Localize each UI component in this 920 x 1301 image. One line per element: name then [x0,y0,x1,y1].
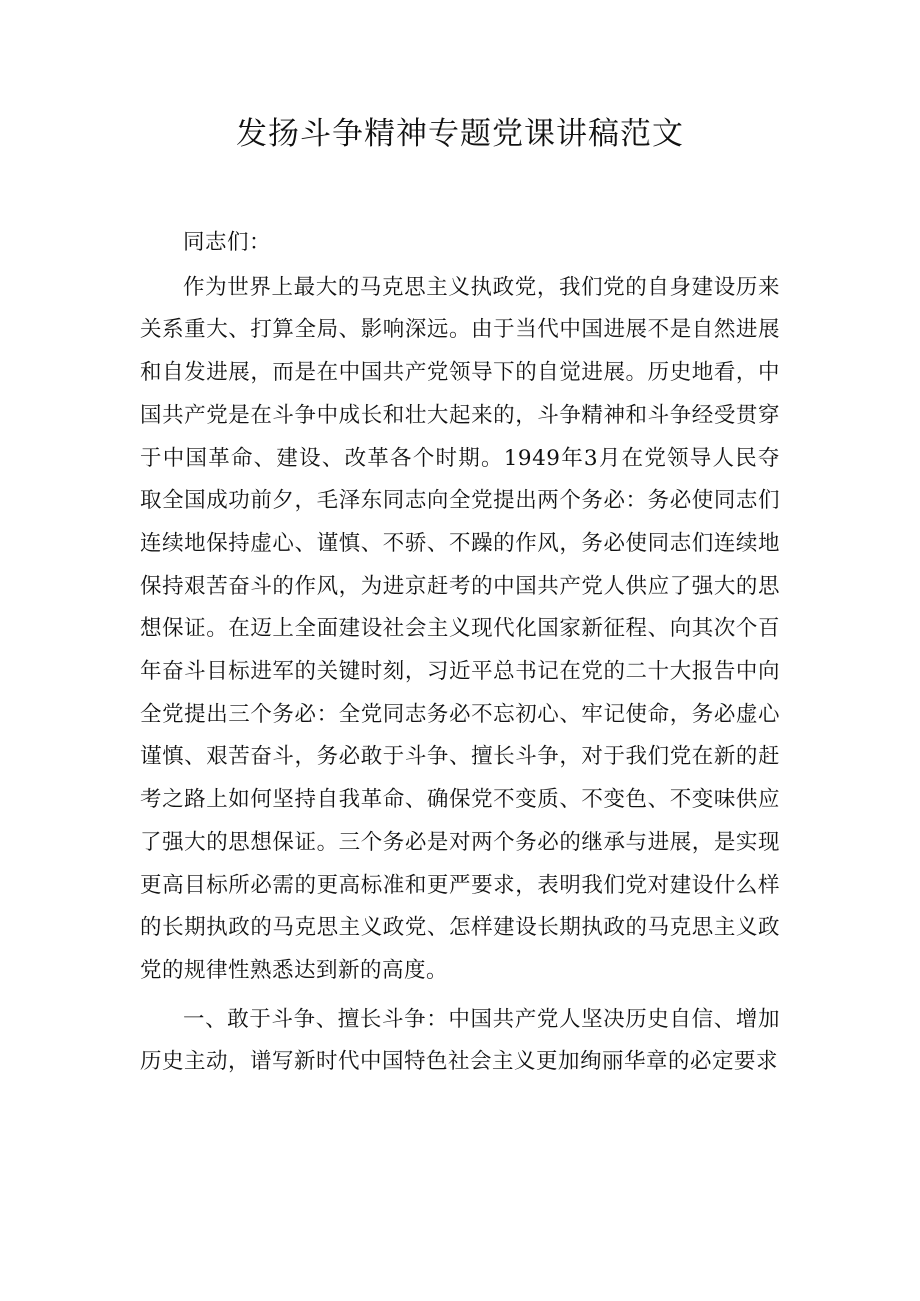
document-title: 发扬斗争精神专题党课讲稿范文 [236,116,684,152]
body-paragraph: 作为世界上最大的马克思主义执政党，我们党的自身建设历来关系重大、打算全局、影响深远。由于当代中国进展不是自然进展和自发进展，而是在中国共产党领导下的自觉进展。历史地看，中国共产党是在斗争中成长和壮大起来的，斗争精神和斗争经受贯穿于中国革命、建设、改革各个时期。1949年3月在党领导人民夺取全国成功前夕，毛泽东同志向全党提出两个务必：务必使同志们连续地保持虚心、谨慎、不骄、不躁的作风，务必使同志们连续地保持艰苦奋斗的作风，为进京赶考的中国共产党人供应了强大的思想保证。在迈上全面建设社会主义现代化国家新征程、向其次个百年奋斗目标进军的关键时刻，习近平总书记在党的二十大报告中向全党提出三个务必：全党同志务必不忘初心、牢记使命，务必虚心谨慎、艰苦奋斗，务必敢于斗争、擅长斗争，对于我们党在新的赶考之路上如何坚持自我革命、确保党不变质、不变色、不变味供应了强大的思想保证。三个务必是对两个务必的继承与进展，是实现更高目标所必需的更高标准和更严要求，表明我们党对建设什么样的长期执政的马克思主义政党、怎样建设长期执政的马克思主义政党的规律性熟悉达到新的高度。 [140,274,780,983]
section-heading: 一、敢于斗争、擅长斗争：中国共产党人坚决历史自信、增加历史主动，谱写新时代中国特色社会主义更加绚丽华章的必定要求 [140,1006,780,1075]
greeting: 同志们： [183,230,272,255]
document-body [140,222,780,1084]
